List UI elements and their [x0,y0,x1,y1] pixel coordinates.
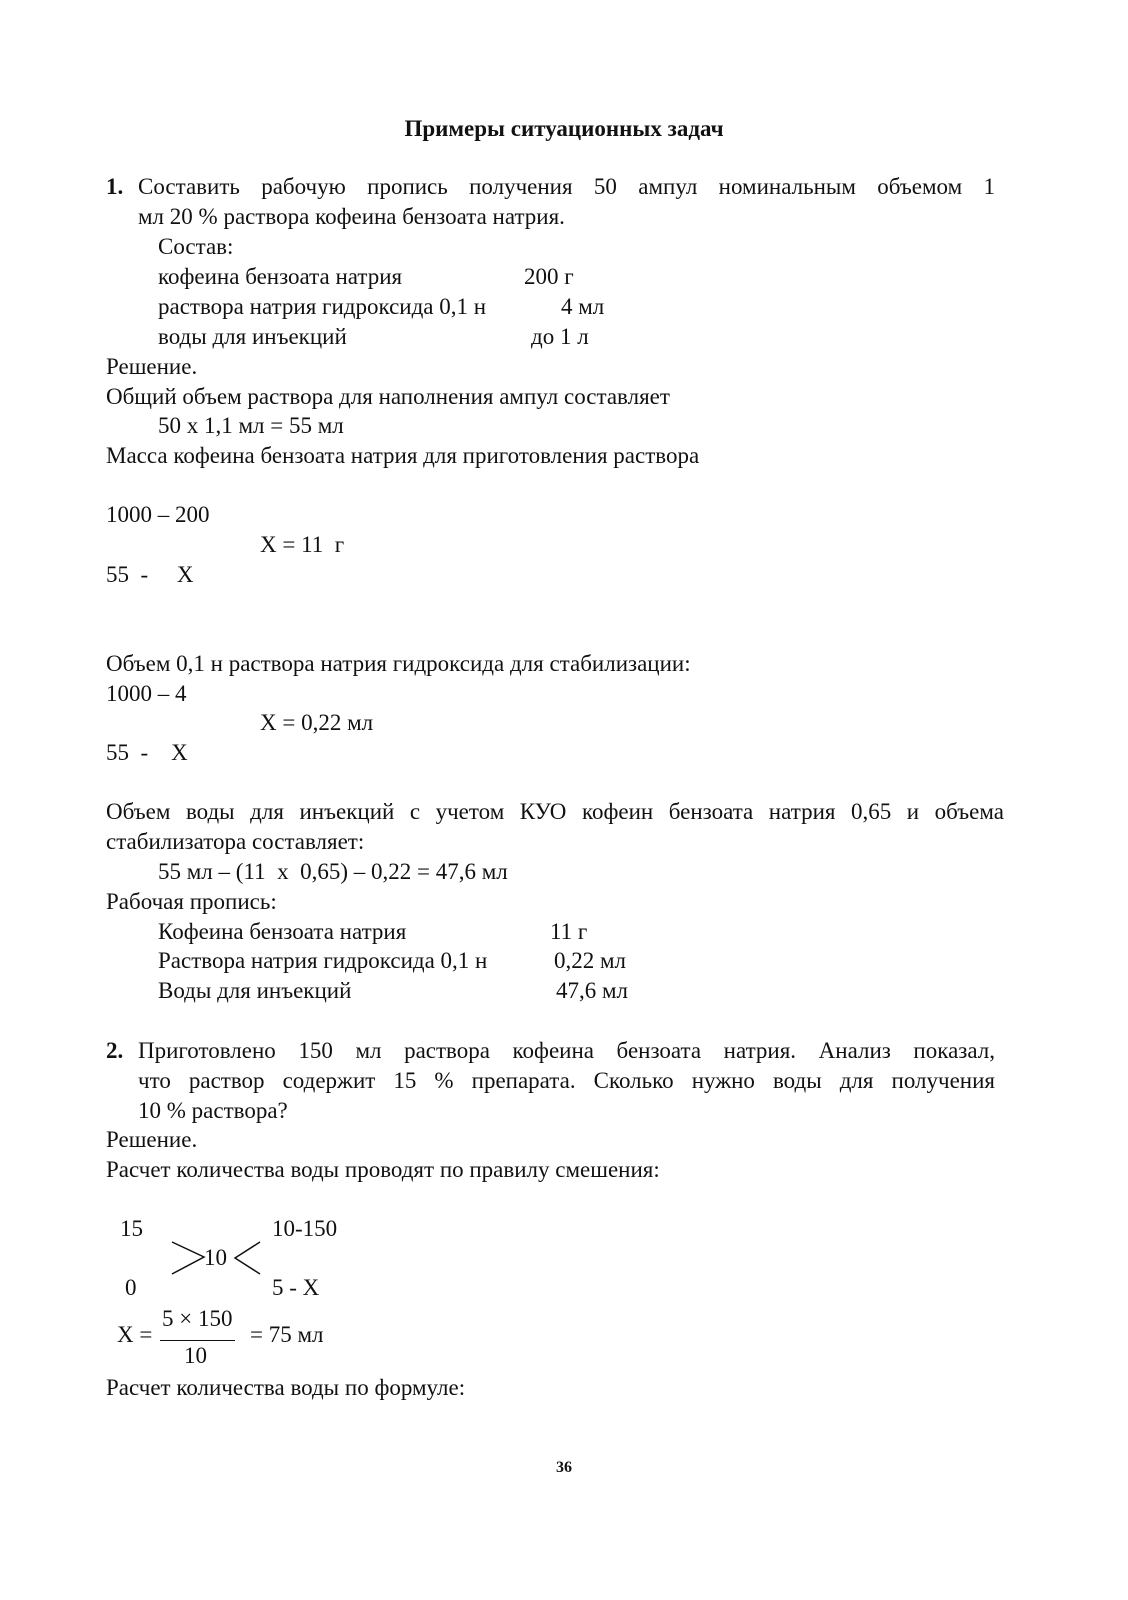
recipe-label: Рабочая пропись: [106,889,277,914]
composition-item-name: раствора натрия гидроксида 0,1 н [158,294,487,319]
solution-label: Решение. [106,354,198,379]
composition-item-amount: 4 мл [561,294,605,319]
proportion-2-bottom: 55 - Х [106,740,188,765]
proportion-1-bottom: 55 - Х [106,562,194,587]
water-text-line-2: стабилизатора составляет: [106,829,365,854]
mixing-text: Расчет количества воды проводят по правилу смешения: [106,1157,660,1182]
recipe-item-name: Воды для инъекций [158,978,352,1003]
composition-item-amount: 200 г [524,264,574,289]
page-title: Примеры ситуационных задач [404,116,724,141]
mix-bottom-right: 5 - Х [272,1275,320,1300]
fraction-result: = 75 мл [250,1322,324,1347]
recipe-item-name: Кофеина бензоата натрия [158,919,407,944]
fraction-denominator: 10 [184,1343,207,1368]
mass-text: Масса кофеина бензоата натрия для приготовления раствора [106,443,700,468]
proportion-2-top: 1000 – 4 [106,681,187,706]
proportion-1-top: 1000 – 200 [106,502,210,527]
proportion-2-result: Х = 0,22 мл [260,710,374,735]
formula-text: Расчет количества воды по формуле: [106,1375,466,1400]
volume-text: Общий объем раствора для наполнения ампул составляет [106,384,670,409]
water-text [106,797,1004,857]
naoh-text: Объем 0,1 н раствора натрия гидроксида для стабилизации: [106,651,691,676]
task-2-statement-line-3: 10 % раствора? [138,1098,288,1123]
task-2-number: 2. [106,1038,124,1063]
task-2-statement-line-2: что раствор содержит 15 % препарата. Сколько нужно воды для получения [138,1068,995,1093]
task-1-statement [138,172,995,232]
page-number: 36 [556,1459,572,1476]
water-calculation: 55 мл – (11 х 0,65) – 0,22 = 47,6 мл [158,859,508,884]
task-1-statement-line-1: Составить рабочую пропись получения 50 ампул номинальным объемом 1 [138,174,995,199]
composition-item-name: воды для инъекций [158,324,347,349]
task-2-statement [138,1036,995,1126]
recipe-item-name: Раствора натрия гидроксида 0,1 н [158,948,488,973]
fraction-x: Х = [117,1322,153,1347]
recipe-item-amount: 47,6 мл [556,978,629,1003]
composition-label: Состав: [158,234,234,259]
volume-calculation: 50 х 1,1 мл = 55 мл [158,413,344,438]
task-2-statement-line-1: Приготовлено 150 мл раствора кофеина бензоата натрия. Анализ показал, [138,1038,995,1063]
task-1-statement-line-2: мл 20 % раствора кофеина бензоата натрия. [138,204,565,229]
composition-item-amount: до 1 л [531,324,589,349]
task-1-number: 1. [106,174,124,199]
solution-label-2: Решение. [106,1127,198,1152]
mix-bottom-left: 0 [125,1275,137,1300]
water-text-line-1: Объем воды для инъекций с учетом КУО кофеин бензоата натрия 0,65 и объема [106,799,1004,824]
fraction-numerator: 5 × 150 [162,1306,233,1331]
recipe-item-amount: 0,22 мл [554,948,627,973]
proportion-1-result: Х = 11 г [260,532,345,557]
mixing-rule-arrows [160,1236,270,1282]
mix-top-right: 10-150 [272,1216,338,1241]
recipe-item-amount: 11 г [550,919,588,944]
mix-top-left: 15 [120,1216,143,1241]
mix-center: 10 [204,1245,227,1270]
composition-item-name: кофеина бензоата натрия [158,264,403,289]
